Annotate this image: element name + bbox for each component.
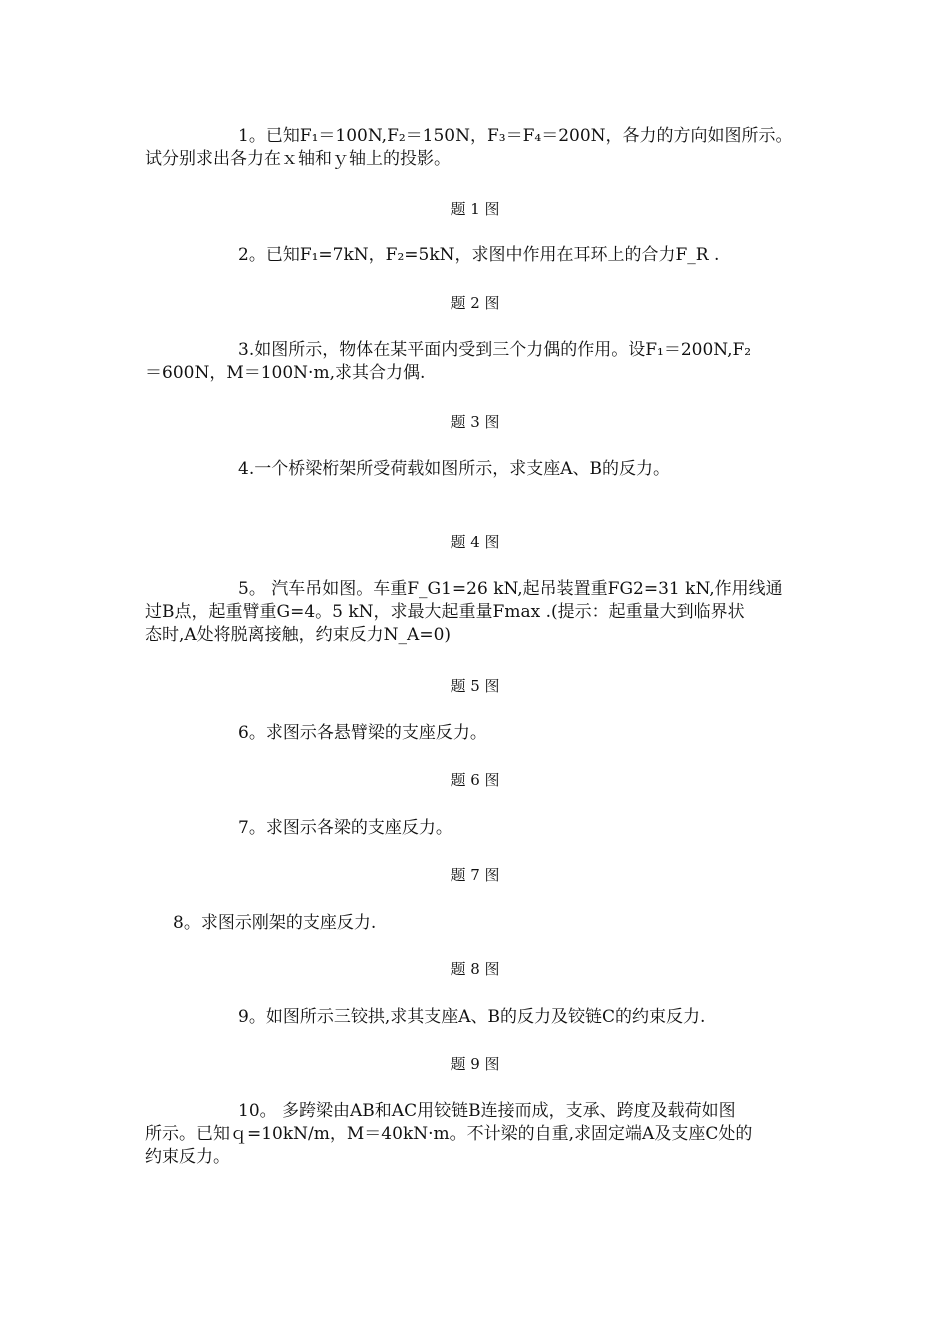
figure-7-caption: 题 7 图 [450,866,500,884]
problem-10-line-2: 所示。已知ｑ=10kN/m，M＝40kN·m。不计梁的自重,求固定端A及支座C处的 [145,1124,753,1144]
figure-9-caption: 题 9 图 [450,1055,500,1073]
problem-9-line-1: 9。如图所示三铰拱,求其支座A、B的反力及铰链C的约束反力. [238,1007,706,1027]
figure-5-caption: 题 5 图 [450,677,500,695]
problem-4-text [145,458,810,481]
problem-5-text [145,578,810,647]
problem-2-line-1: 2。已知F₁=7kN，F₂=5kN，求图中作用在耳环上的合力F_R . [238,245,720,265]
figure-2-caption: 题 2 图 [450,294,500,312]
problem-10-text [145,1100,810,1169]
problem-5-line-3: 态时,A处将脱离接触，约束反力N_A=0) [145,625,452,645]
figure-6-caption: 题 6 图 [450,771,500,789]
problem-4-line-1: 4.一个桥梁桁架所受荷载如图所示，求支座A、B的反力。 [238,459,670,479]
figure-3-caption: 题 3 图 [450,413,500,431]
problem-1-line-1: 1。已知F₁＝100N,F₂＝150N，F₃＝F₄＝200N，各力的方向如图所示。 [238,126,793,146]
problem-3-line-2: ＝600N，M＝100N·m,求其合力偶. [145,363,426,383]
problem-9-text [145,1006,810,1029]
problem-10-line-1: 10。 多跨梁由AB和AC用铰链B连接而成，支承、跨度及载荷如图 [238,1101,736,1121]
figure-4-caption: 题 4 图 [450,533,500,551]
problem-7-text [145,817,810,840]
problem-1-text [145,125,810,171]
problem-5-line-1: 5。 汽车吊如图。车重F_G1=26 kN,起吊装置重FG2=31 kN,作用线通 [238,579,783,599]
problem-8-line-1: 8。求图示刚架的支座反力. [173,913,377,933]
problem-8-text [145,912,810,935]
problem-3-line-1: 3.如图所示，物体在某平面内受到三个力偶的作用。设F₁＝200N,F₂ [238,340,752,360]
problem-10-line-3: 约束反力。 [145,1147,230,1167]
problem-2-text [145,244,810,267]
problem-6-text [145,722,810,745]
problem-6-line-1: 6。求图示各悬臂梁的支座反力。 [238,723,487,743]
figure-8-caption: 题 8 图 [450,960,500,978]
figure-1-caption: 题 1 图 [450,200,500,218]
problem-5-line-2: 过B点，起重臂重G=4。5 kN，求最大起重量Fmax .(提示：起重量大到临界状 [145,602,745,622]
problem-3-text [145,339,810,385]
problem-1-line-2: 试分别求出各力在ｘ轴和ｙ轴上的投影。 [145,149,451,169]
problem-7-line-1: 7。求图示各梁的支座反力。 [238,818,453,838]
